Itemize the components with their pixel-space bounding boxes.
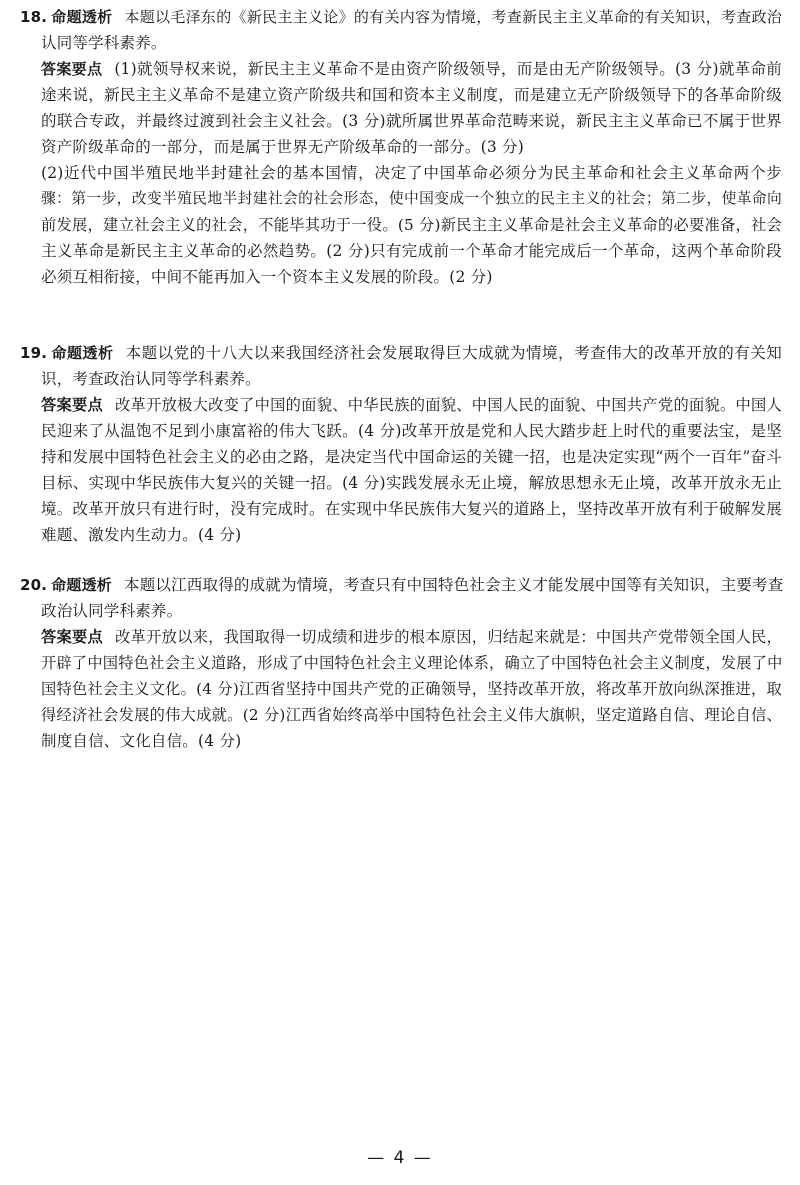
analysis-text: 本题以毛泽东的《新民主主义论》的有关内容为情境，考查新民主主义革命的有关知识，考查政治 <box>124 8 782 26</box>
analysis-line: 认同等学科素养。 <box>41 34 167 52</box>
answer-line: 主义革命是新民主主义革命的必然趋势。(2 分)只有完成前一个革命才能完成后一个革命，这两个革命阶段 <box>41 242 782 260</box>
answer-text: 改革开放极大改变了中国的面貌、中华民族的面貌、中国人民的面貌、中国共产党的面貌。中国人 <box>115 396 782 414</box>
question-18 <box>20 4 782 290</box>
answer-line: 境。改革开放只有进行时，没有完成时。在实现中华民族伟大复兴的道路上，坚持改革开放有利于破解发展 <box>41 500 782 518</box>
question-20 <box>20 572 782 754</box>
answer-line <box>20 392 782 418</box>
answer-line: 开辟了中国特色社会主义道路，形成了中国特色社会主义理论体系，确立了中国特色社会主义制度，发展了中 <box>41 654 783 672</box>
answer-line: 必须互相衔接，中间不能再加入一个资本主义发展的阶段。(2 分) <box>41 268 493 286</box>
answer-label: 答案要点 <box>41 396 104 414</box>
question-number: 20. <box>20 576 48 594</box>
answer-line: 目标、实现中华民族伟大复兴的关键一招。(4 分)实践发展永无止境，解放思想永无止境，改革开放永无止 <box>41 474 782 492</box>
analysis-label: 命题透析 <box>51 8 113 26</box>
answer-line: 制度自信、文化自信。(4 分) <box>41 732 242 750</box>
answer-line: 的联合专政，并最终过渡到社会主义社会。(3 分)就所属世界革命范畴来说，新民主主义革命已不属于世界 <box>41 112 782 130</box>
analysis-line <box>20 4 782 30</box>
analysis-line <box>20 572 782 598</box>
answer-line: 途来说，新民主主义革命不是建立资产阶级共和国和资本主义制度，而是建立无产阶级领导下的各革命阶级 <box>41 86 782 104</box>
analysis-text: 本题以党的十八大以来我国经济社会发展取得巨大成就为情境，考查伟大的改革开放的有关知 <box>125 344 782 362</box>
answer-line: 难题、激发内生动力。(4 分) <box>41 526 242 544</box>
answer-text: 改革开放以来，我国取得一切成绩和进步的根本原因，归结起来就是：中国共产党带领全国人民， <box>115 628 782 646</box>
answer-line: 得经济社会发展的伟大成就。(2 分)江西省始终高举中国特色社会主义伟大旗帜，坚定道路自信、理论自信、 <box>41 706 782 724</box>
answer-text: (1)就领导权来说，新民主主义革命不是由资产阶级领导，而是由无产阶级领导。(3 分)就革命前 <box>114 60 782 78</box>
analysis-line <box>20 340 782 366</box>
analysis-line: 识，考查政治认同等学科素养。 <box>41 370 261 388</box>
answer-line: 国特色社会主义文化。(4 分)江西省坚持中国共产党的正确领导，坚持改革开放，将改革开放向纵深推进，取 <box>41 680 782 698</box>
answer-line <box>20 624 782 650</box>
question-number: 18. <box>20 8 48 26</box>
question-number: 19. <box>20 344 48 362</box>
answer-line: 前发展，建立社会主义的社会，不能毕其功于一役。(5 分)新民主主义革命是社会主义革命的必要准备，社会 <box>41 216 782 234</box>
answer-line: 民迎来了从温饱不足到小康富裕的伟大飞跃。(4 分)改革开放是党和人民大踏步赶上时代的重要法宝，是坚 <box>41 422 782 440</box>
answer-line: 资产阶级革命的一部分，而是属于世界无产阶级革命的一部分。(3 分) <box>41 138 524 156</box>
answer-line <box>20 56 782 82</box>
answer-line: 持和发展中国特色社会主义的必由之路，是决定当代中国命运的关键一招，也是决定实现“两个一百年”奋斗 <box>41 448 782 466</box>
question-19 <box>20 340 782 548</box>
analysis-label: 命题透析 <box>51 576 112 594</box>
answer-line: (2)近代中国半殖民地半封建社会的基本国情，决定了中国革命必须分为民主革命和社会主义革命两个步 <box>41 164 782 182</box>
analysis-label: 命题透析 <box>51 344 114 362</box>
answer-line: 骤：第一步，改变半殖民地半封建社会的社会形态，使中国变成一个独立的民主主义的社会；第二步，使革命向 <box>41 190 782 207</box>
analysis-text: 本题以江西取得的成就为情境，考查只有中国特色社会主义才能发展中国等有关知识，主要考查 <box>124 576 784 594</box>
answer-label: 答案要点 <box>41 628 104 646</box>
page-number: — 4 — <box>367 1148 433 1168</box>
answer-label: 答案要点 <box>41 60 103 78</box>
analysis-line: 政治认同学科素养。 <box>41 602 183 620</box>
